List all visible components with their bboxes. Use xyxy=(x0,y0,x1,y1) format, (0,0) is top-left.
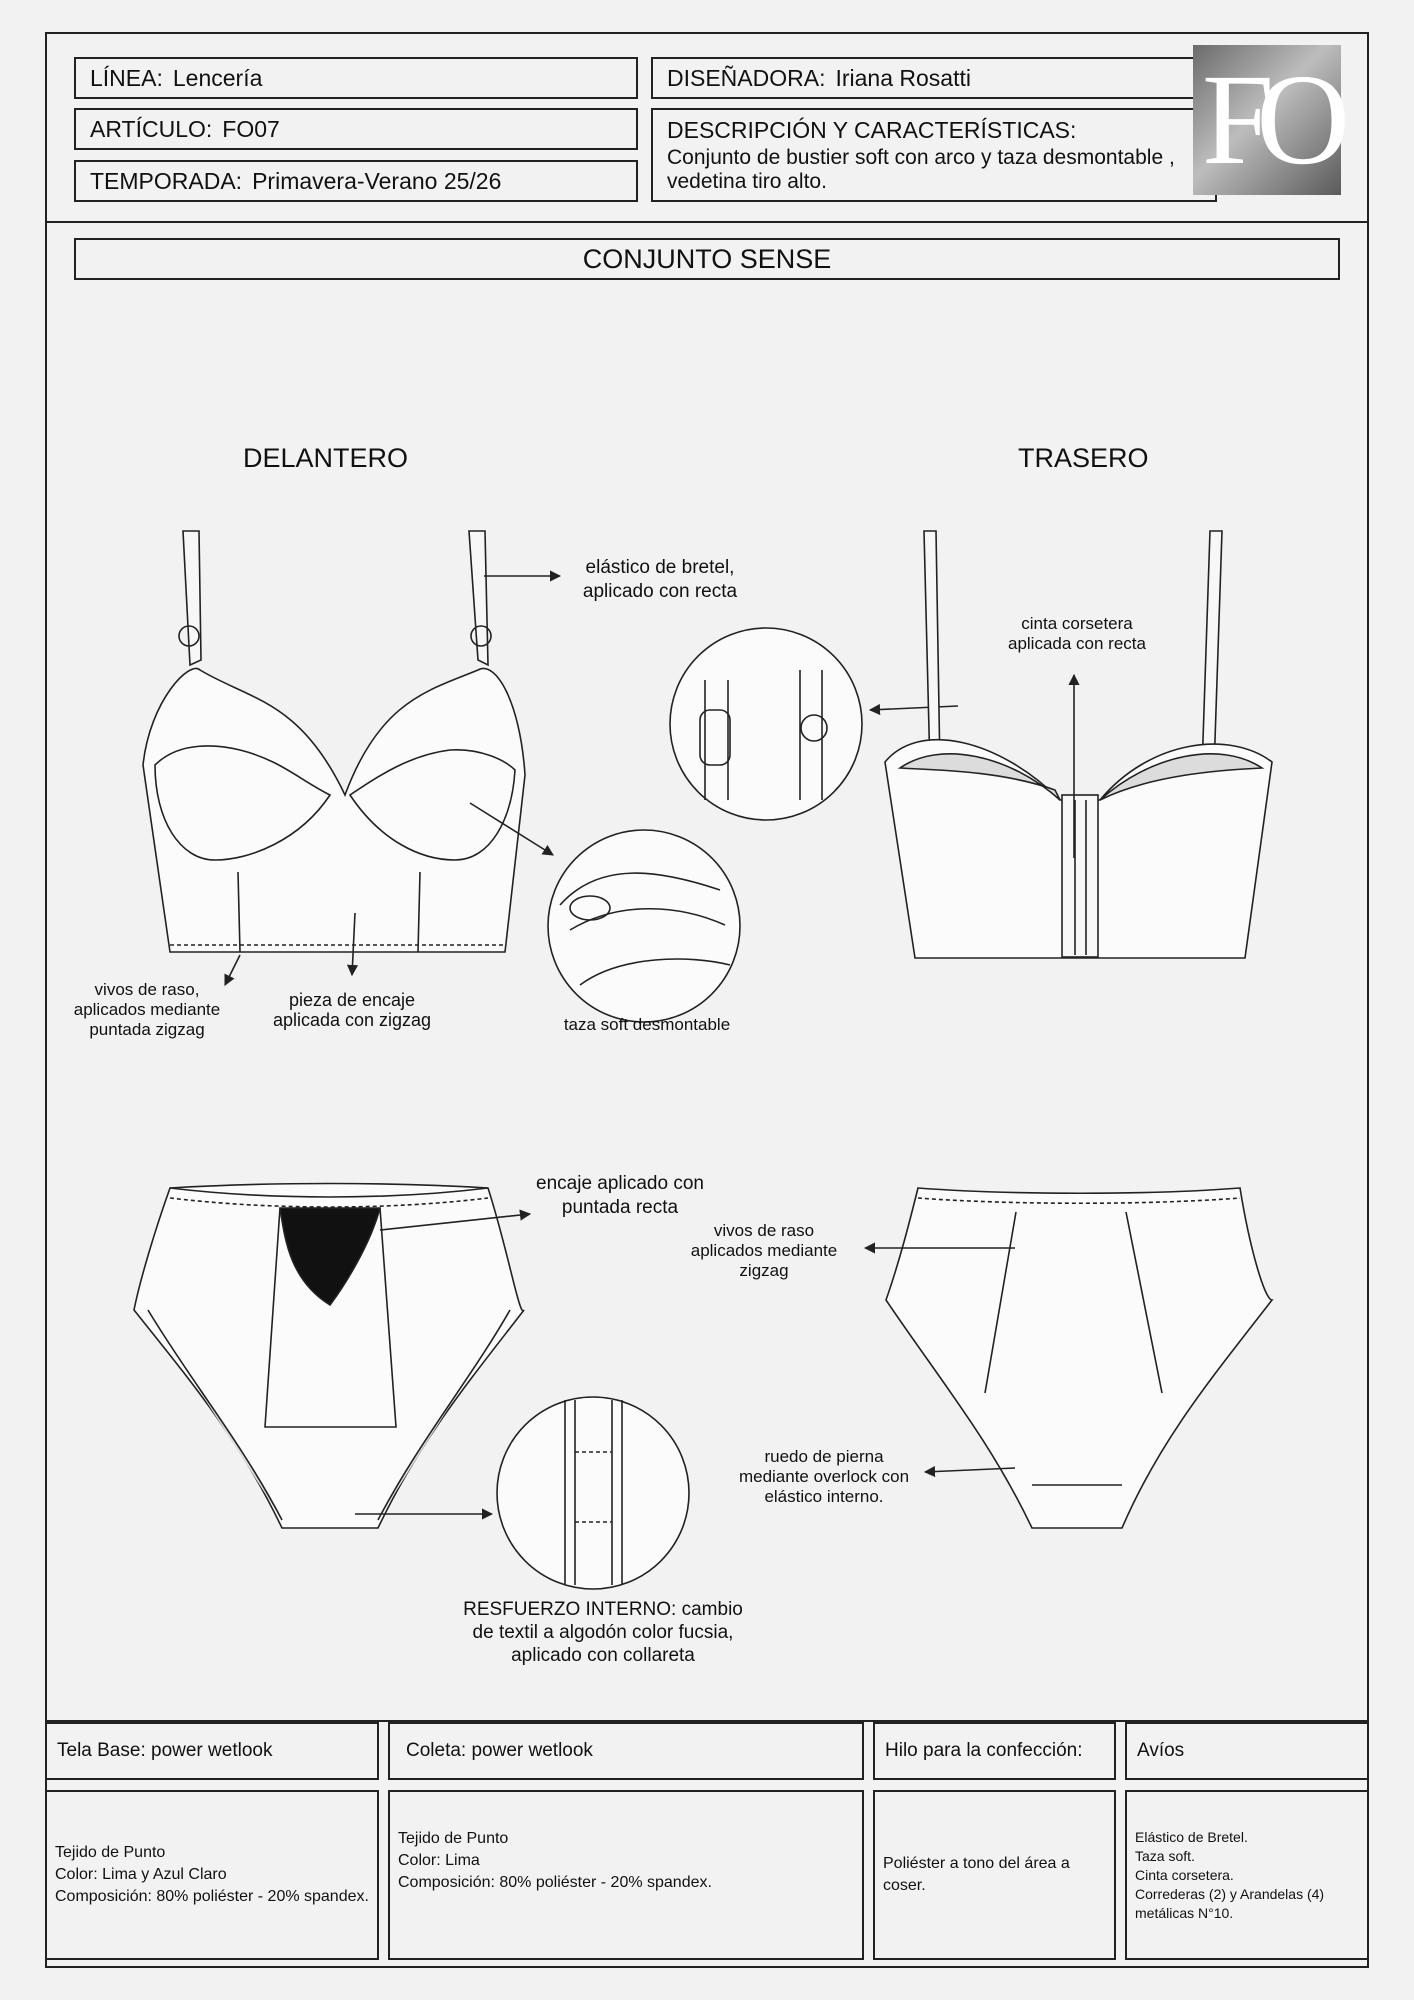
linea-value: Lencería xyxy=(172,64,263,91)
label-pieza-encaje: pieza de encaje aplicada con zigzag xyxy=(272,990,432,1030)
label-ruedo: ruedo de pierna mediante overlock con elástico interno. xyxy=(738,1447,910,1506)
articulo-key: ARTÍCULO: xyxy=(90,115,213,142)
hilo-header: Hilo para la confección: xyxy=(873,1722,1116,1780)
strap-detail-circle xyxy=(670,628,862,820)
front-brief-drawing xyxy=(134,1184,524,1529)
coleta-line-1: Tejido de Punto xyxy=(398,1830,509,1847)
tela-base-line-1: Tejido de Punto xyxy=(55,1844,166,1861)
label-vivos-top: vivos de raso, aplicados mediante puntada zigzag xyxy=(73,980,221,1039)
hilo-body xyxy=(873,1790,1116,1960)
avios-line-2: Taza soft. xyxy=(1135,1847,1195,1864)
front-bustier-drawing xyxy=(143,531,525,952)
tela-base-header: Tela Base: power wetlook xyxy=(45,1722,379,1780)
label-bretel: elástico de bretel, aplicado con recta xyxy=(582,557,738,602)
avios-line-1: Elástico de Bretel. xyxy=(1135,1828,1248,1845)
back-view-label: TRASERO xyxy=(1018,443,1149,473)
sheet-title: CONJUNTO SENSE xyxy=(74,238,1340,280)
coleta-line-2: Color: Lima xyxy=(398,1852,480,1869)
coleta-line-3: Composición: 80% poliéster - 20% spandex. xyxy=(398,1874,712,1891)
front-view-label: DELANTERO xyxy=(243,443,409,473)
back-brief-drawing xyxy=(886,1188,1272,1528)
coleta-body xyxy=(388,1790,864,1960)
linea-key: LÍNEA: xyxy=(90,64,163,91)
cup-detail-circle xyxy=(548,830,740,1022)
label-taza: taza soft desmontable xyxy=(563,1015,731,1034)
coleta-header: Coleta: power wetlook xyxy=(388,1722,864,1780)
tela-base-body xyxy=(45,1790,379,1960)
logo-text: FO xyxy=(1201,48,1333,192)
temporada-value: Primavera-Verano 25/26 xyxy=(252,167,502,194)
label-encaje-recta: encaje aplicado con puntada recta xyxy=(536,1173,704,1218)
descripcion-key: DESCRIPCIÓN Y CARACTERÍSTICAS: xyxy=(667,117,1077,143)
descripcion-value: Conjunto de bustier soft con arco y taza desmontable , vedetina tiro alto. xyxy=(667,146,1175,193)
avios-body xyxy=(1125,1790,1369,1960)
avios-header: Avíos xyxy=(1125,1722,1369,1780)
label-vivos-bottom: vivos de raso aplicados mediante zigzag xyxy=(690,1221,838,1280)
disenadora-value: Iriana Rosatti xyxy=(835,64,971,91)
temporada-key: TEMPORADA: xyxy=(90,167,243,194)
tela-base-line-2: Color: Lima y Azul Claro xyxy=(55,1866,227,1883)
tela-base-line-3: Composición: 80% poliéster - 20% spandex. xyxy=(55,1888,369,1905)
articulo-value: FO07 xyxy=(222,115,280,142)
avios-line-4: Correderas (2) y Arandelas (4) metálicas N°10. xyxy=(1135,1885,1325,1921)
reinforcement-detail-circle xyxy=(497,1397,689,1589)
label-refuerzo: RESFUERZO INTERNO: cambio de textil a algodón color fucsia, aplicado con collareta xyxy=(463,1599,743,1666)
avios-line-3: Cinta corsetera. xyxy=(1135,1866,1234,1883)
back-bustier-drawing xyxy=(885,531,1272,958)
label-cinta: cinta corsetera aplicada con recta xyxy=(1008,614,1146,653)
disenadora-key: DISEÑADORA: xyxy=(667,64,826,91)
hilo-line-1: Poliéster a tono del área a coser. xyxy=(883,1855,1070,1894)
